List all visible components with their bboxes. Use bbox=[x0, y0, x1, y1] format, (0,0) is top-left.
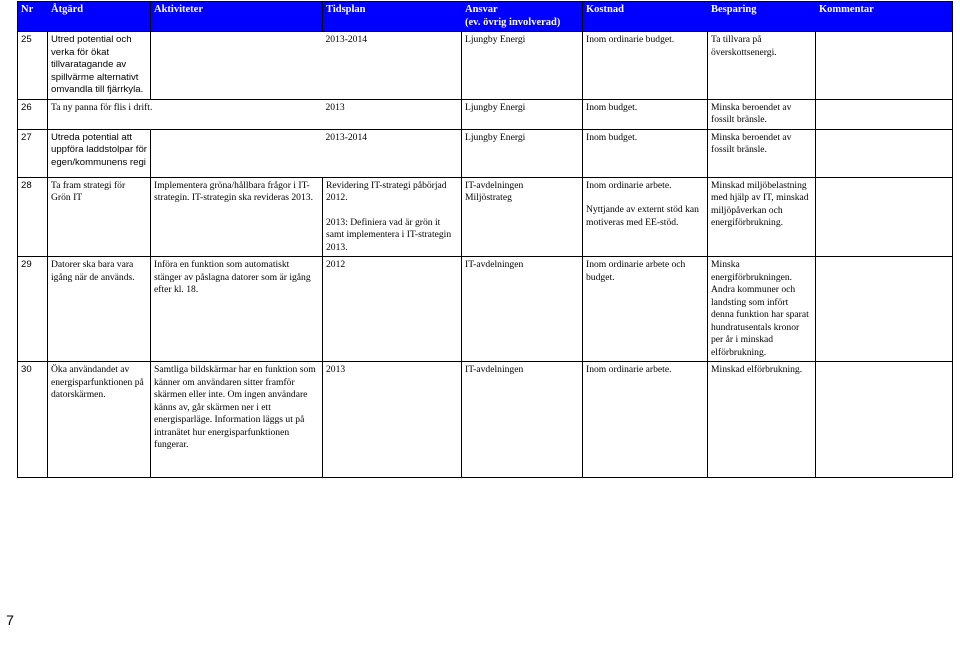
header-ansvar-line1: Ansvar bbox=[465, 4, 498, 15]
row-kostnad bbox=[583, 177, 708, 257]
header-kommentar: Kommentar bbox=[816, 2, 953, 32]
row-atgard: Datorer ska bara vara igång när de används. bbox=[48, 257, 151, 362]
row-atgard: Öka användandet av energisparfunktionen på datorskärmen. bbox=[48, 362, 151, 478]
row-ansvar bbox=[462, 177, 583, 257]
row-aktiviteter: Införa en funktion som automatiskt stänger av påslagna datorer som är igång efter kl. 18. bbox=[151, 257, 323, 362]
row-kostnad: Inom ordinarie budget. bbox=[583, 32, 708, 100]
table-header-row bbox=[18, 2, 953, 32]
header-ansvar-line2: (ev. övrig involverad) bbox=[465, 16, 561, 28]
row-besparing: Minskad elförbrukning. bbox=[708, 362, 816, 478]
header-nr: Nr bbox=[18, 2, 48, 32]
row-nr: 28 bbox=[18, 177, 48, 257]
row-kostnad-p1: Inom ordinarie arbete. bbox=[586, 179, 672, 191]
table-row bbox=[18, 32, 953, 100]
row-nr: 29 bbox=[18, 257, 48, 362]
row-ansvar-p1: IT-avdelningen bbox=[465, 179, 524, 191]
header-aktiviteter: Aktiviteter bbox=[151, 2, 323, 32]
row-nr: 30 bbox=[18, 362, 48, 478]
row-ansvar: Ljungby Energi bbox=[462, 129, 583, 177]
row-kommentar bbox=[816, 129, 953, 177]
header-kostnad: Kostnad bbox=[583, 2, 708, 32]
row-kommentar bbox=[816, 362, 953, 478]
row-besparing: Ta tillvara på överskottsenergi. bbox=[708, 32, 816, 100]
row-ansvar: IT-avdelningen bbox=[462, 362, 583, 478]
row-tidsplan: 2013 bbox=[323, 99, 462, 129]
row-atgard: Utreda potential att uppföra laddstolpar för egen/kommunens regi bbox=[48, 129, 151, 177]
row-nr: 26 bbox=[18, 99, 48, 129]
table-row bbox=[18, 257, 953, 362]
row-aktiviteter bbox=[151, 129, 323, 177]
row-atgard: Ta fram strategi för Grön IT bbox=[48, 177, 151, 257]
row-ansvar: Ljungby Energi bbox=[462, 32, 583, 100]
row-ansvar: IT-avdelningen bbox=[462, 257, 583, 362]
row-besparing: Minska energiförbrukningen. Andra kommuner och landsting som infört denna funktion har sparat hundratusentals kronor per år i minskad elförbrukning. bbox=[708, 257, 816, 362]
row-tidsplan: 2012 bbox=[323, 257, 462, 362]
row-ansvar-p2: Miljöstrateg bbox=[465, 192, 512, 203]
row-kostnad: Inom budget. bbox=[583, 99, 708, 129]
row-tidsplan: 2013-2014 bbox=[323, 129, 462, 177]
row-ansvar: Ljungby Energi bbox=[462, 99, 583, 129]
row-nr: 27 bbox=[18, 129, 48, 177]
row-besparing: Minska beroendet av fossilt bränsle. bbox=[708, 99, 816, 129]
row-kommentar bbox=[816, 177, 953, 257]
header-ansvar bbox=[462, 2, 583, 32]
row-tidsplan: 2013 bbox=[323, 362, 462, 478]
row-atgard: Utred potential och verka för ökat tillvaratagande av spillvärme alternativt omvandla till fjärrkyla. bbox=[48, 32, 151, 100]
header-tidsplan: Tidsplan bbox=[323, 2, 462, 32]
header-besparing: Besparing bbox=[708, 2, 816, 32]
row-besparing: Minskad miljöbelastning med hjälp av IT, minskad miljöpåverkan och energiförbrukning. bbox=[708, 177, 816, 257]
row-tidsplan bbox=[323, 177, 462, 257]
action-plan-table bbox=[17, 1, 953, 478]
row-kommentar bbox=[816, 32, 953, 100]
table-row bbox=[18, 177, 953, 257]
row-nr: 25 bbox=[18, 32, 48, 100]
row-tidsplan: 2013-2014 bbox=[323, 32, 462, 100]
table-row bbox=[18, 99, 953, 129]
row-tidsplan-p2: 2013: Definiera vad är grön it samt implementera i IT-strategin 2013. bbox=[326, 216, 452, 253]
row-aktiviteter: Implementera gröna/hållbara frågor i IT-strategin. IT-strategin ska revideras 2013. bbox=[151, 177, 323, 257]
table-row bbox=[18, 362, 953, 478]
header-atgard: Åtgärd bbox=[48, 2, 151, 32]
row-kommentar bbox=[816, 99, 953, 129]
row-aktiviteter: Samtliga bildskärmar har en funktion som känner om användaren sitter framför skärmen eller inte. Om ingen användare känns av, går skärmen ner i ett energisparläge. Information läggs ut på intranätet hur energisparfunktionen fungerar. bbox=[151, 362, 323, 478]
row-kommentar bbox=[816, 257, 953, 362]
row-besparing: Minska beroendet av fossilt bränsle. bbox=[708, 129, 816, 177]
row-aktiviteter bbox=[151, 32, 323, 100]
page-number: 7 bbox=[6, 612, 14, 628]
table-row bbox=[18, 129, 953, 177]
row-tidsplan-p1: Revidering IT-strategi påbörjad 2012. bbox=[326, 179, 447, 203]
row-kostnad: Inom budget. bbox=[583, 129, 708, 177]
row-kostnad-p2: Nyttjande av externt stöd kan motiveras med EE-stöd. bbox=[586, 204, 699, 228]
row-kostnad: Inom ordinarie arbete. bbox=[583, 362, 708, 478]
row-kostnad: Inom ordinarie arbete och budget. bbox=[583, 257, 708, 362]
row-atgard: Ta ny panna för flis i drift. bbox=[48, 99, 323, 129]
